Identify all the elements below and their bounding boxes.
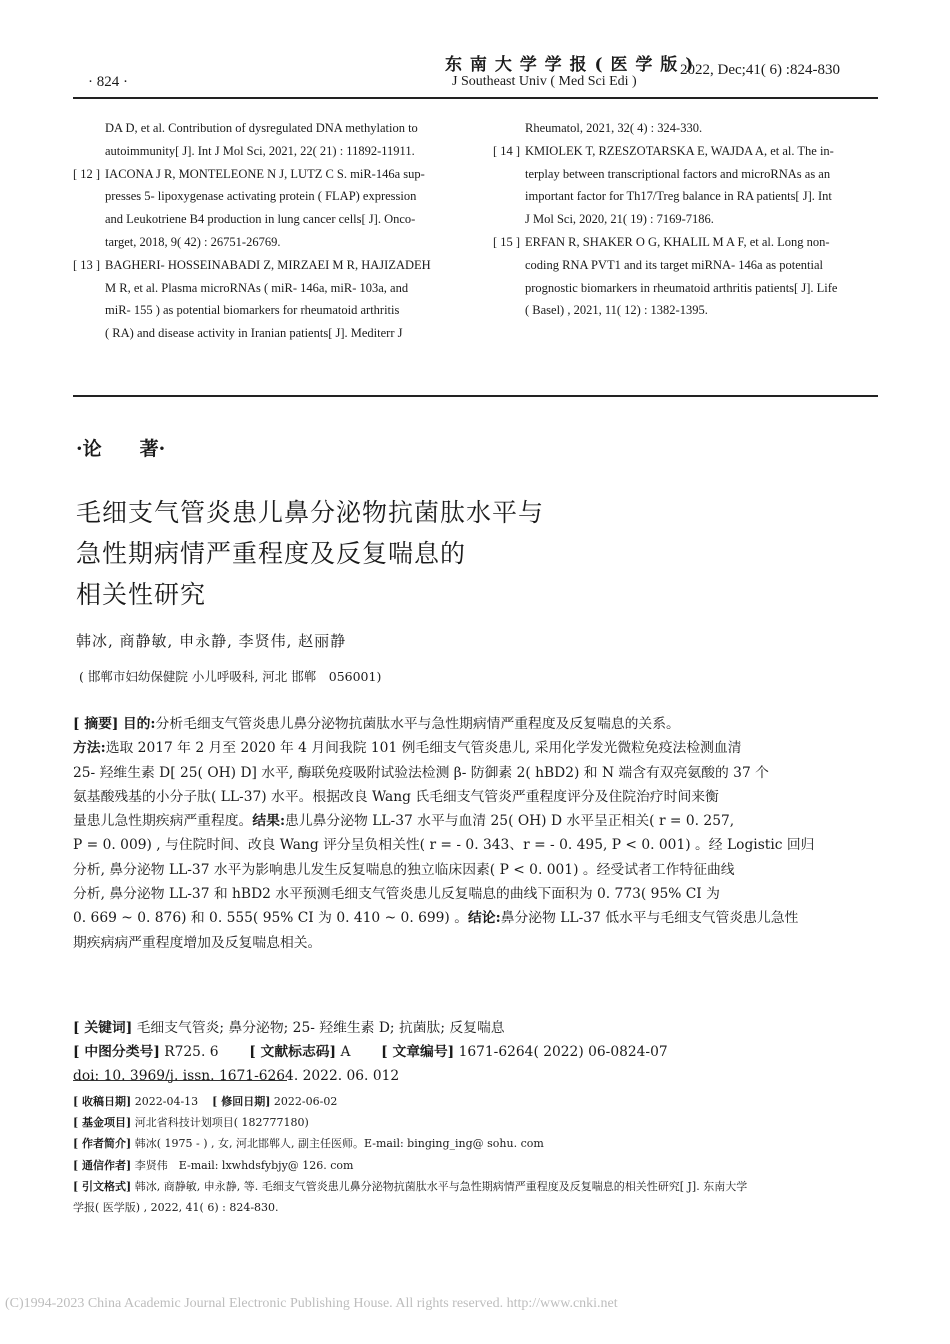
result-label: 结果: (252, 813, 286, 830)
keywords-line (73, 1016, 883, 1040)
reference-line: ( Basel) , 2021, 11( 12) : 1382-1395. (525, 303, 708, 318)
conclusion-label: 结论: (468, 910, 501, 927)
doccode-value: A (340, 1044, 351, 1060)
clc-value: R725. 6 (164, 1044, 219, 1060)
article-no-label: [ 文章编号] (381, 1044, 455, 1060)
reference-line: prognostic biomarkers in rheumatoid arthritis patients[ J]. Life (525, 280, 838, 295)
corresponding-label: [ 通信作者] (73, 1158, 132, 1172)
received-label: [ 收稿日期] (73, 1095, 132, 1108)
doccode-label: [ 文献标志码] (249, 1044, 337, 1060)
objective-label: 目的: (122, 716, 156, 732)
reference-line: M R, et al. Plasma microRNAs ( miR- 146a, miR- 103a, and (105, 280, 409, 295)
abstract-text: 患儿鼻分泌物 LL-37 水平与血清 25( OH) D 水平呈正相关( r = 0. 257, (285, 813, 735, 830)
fund-value: 河北省科技计划项目( 182777180) (134, 1116, 309, 1130)
title-line: 急性期病情严重程度及反复喘息的 (76, 539, 467, 568)
abstract-line: 分析, 鼻分泌物 LL-37 水平为影响患儿发生反复喘息的独立临床因素( P < 0. 001) 。经受试者工作特征曲线 (73, 861, 735, 878)
references-right-column (493, 117, 878, 322)
article-no-value: 1671-6264( 2022) 06-0824-07 (458, 1044, 668, 1060)
reference-13 (73, 254, 463, 277)
abstract (73, 712, 883, 955)
reference-line: ERFAN R, SHAKER O G, KHALIL M A F, et al. Long non- (525, 234, 830, 249)
abstract-line: 25- 羟维生素 D[ 25( OH) D] 水平, 酶联免疫吸附试验法检测 β- 防御素 2( hBD2) 和 N 端含有双亮氨酸的 37 个 (73, 764, 769, 781)
abstract-line (73, 712, 883, 736)
abstract-line (73, 906, 883, 930)
revised-date: 2022-06-02 (273, 1095, 338, 1108)
journal-title-cn: 东 南 大 学 学 报 ( 医 学 版 ) (445, 55, 695, 75)
abstract-text: 0. 669 ~ 0. 876) 和 0. 555( 95% CI 为 0. 410 ~ 0. 699) 。 (73, 910, 468, 927)
reference-14 (493, 140, 878, 163)
reference-label: [ 13 ] (73, 257, 101, 272)
reference-line: BAGHERI- HOSSEINABADI Z, MIRZAEI M R, HAJIZADEH (105, 257, 431, 272)
abstract-line (73, 809, 883, 833)
keywords: 毛细支气管炎; 鼻分泌物; 25- 羟维生素 D; 抗菌肽; 反复喘息 (136, 1020, 505, 1036)
classification-line (73, 1040, 883, 1064)
fund-line (73, 1112, 883, 1133)
reference-line: Rheumatol, 2021, 32( 4) : 324-330. (525, 121, 703, 135)
method-label: 方法: (73, 740, 106, 757)
citation-label: [ 引文格式] (73, 1179, 132, 1193)
citation-text: 韩冰, 商静敏, 申永静, 等. 毛细支气管炎患儿鼻分泌物抗菌肽水平与急性期病情严重程度及反复喘息的相关性研究[ J]. 东南大学 (134, 1179, 748, 1193)
reference-line: DA D, et al. Contribution of dysregulated DNA methylation to (105, 121, 418, 135)
section-label: ·论 著· (76, 438, 166, 460)
corresponding-line (73, 1155, 883, 1176)
abstract-text: 量患儿急性期疾病严重程度。 (73, 813, 253, 830)
author-bio-value: 韩冰( 1975 - ) , 女, 河北邯郸人, 副主任医师。E-mail: binging_ing@ sohu. com (134, 1137, 544, 1151)
article-meta (73, 1016, 883, 1088)
reference-line: important factor for Th17/Treg balance in RA patients[ J]. Int (525, 189, 832, 204)
affiliation: ( 邯郸市妇幼保健院 小儿呼吸科, 河北 邯郸 056001) (79, 669, 382, 684)
abstract-line: 氨基酸残基的小分子肽( LL-37) 水平。根据改良 Wang 氏毛细支气管炎严重程度评分及住院治疗时间来衡 (73, 788, 719, 805)
author-bio-line (73, 1133, 883, 1154)
reference-line: KMIOLEK T, RZESZOTARSKA E, WAJDA A, et al. The in- (525, 143, 834, 158)
reference-line: J Mol Sci, 2020, 21( 19) : 7169-7186. (525, 212, 714, 227)
section-divider (73, 395, 878, 397)
abstract-line: 期疾病病严重程度增加及反复喘息相关。 (73, 934, 322, 951)
abstract-label: [ 摘要] (73, 716, 119, 732)
reference-line: target, 2018, 9( 42) : 26751-26769. (105, 234, 281, 249)
abstract-text: 鼻分泌物 LL-37 低水平与毛细支气管炎患儿急性 (500, 910, 799, 927)
abstract-text: 分析毛细支气管炎患儿鼻分泌物抗菌肽水平与急性期病情严重程度及反复喘息的关系。 (155, 716, 680, 732)
clc-label: [ 中图分类号] (73, 1044, 160, 1060)
reference-line: presses 5- lipoxygenase activating protein ( FLAP) expression (105, 189, 417, 204)
reference-line: and Leukotriene B4 production in lung cancer cells[ J]. Onco- (105, 212, 416, 227)
article-title (76, 492, 544, 615)
abstract-line: 分析, 鼻分泌物 LL-37 和 hBD2 水平预测毛细支气管炎患儿反复喘息的曲线下面积为 0. 773( 95% CI 为 (73, 886, 720, 903)
citation-line: 学报( 医学版) , 2022, 41( 6) : 824-830. (73, 1201, 279, 1215)
title-line: 毛细支气管炎患儿鼻分泌物抗菌肽水平与 (76, 498, 545, 527)
fund-label: [ 基金项目] (73, 1116, 132, 1130)
footnote-rule (73, 1080, 287, 1081)
dates-line (73, 1091, 883, 1112)
reference-line: terplay between transcriptional factors and microRNAs as an (525, 166, 831, 181)
doi[interactable]: doi: 10. 3969/j. issn. 1671-6264. 2022. 06. 012 (73, 1068, 400, 1084)
reference-line: miR- 155 ) as potential biomarkers for rheumatoid arthritis (105, 303, 400, 318)
reference-label: [ 15 ] (493, 234, 521, 249)
reference-line: coding RNA PVT1 and its target miRNA- 146a as potential (525, 257, 823, 272)
page-number: · 824 · (88, 74, 128, 90)
reference-line: ( RA) and disease activity in Iranian patients[ J]. Mediterr J (105, 326, 403, 341)
reference-label: [ 12 ] (73, 166, 101, 181)
copyright-watermark: (C)1994-2023 China Academic Journal Electronic Publishing House. All rights reserved. http://www.cnki.net (5, 1296, 618, 1311)
corresponding-value: 李贤伟 E-mail: lxwhdsfybjy@ 126. com (134, 1158, 354, 1172)
abstract-text: 选取 2017 年 2 月至 2020 年 4 月间我院 101 例毛细支气管炎患儿, 采用化学发光微粒免疫法检测血清 (105, 740, 742, 757)
received-date: 2022-04-13 (134, 1095, 199, 1108)
citation-line (73, 1176, 883, 1197)
references-left-column (73, 117, 463, 345)
author-bio-label: [ 作者简介] (73, 1137, 132, 1151)
revised-label: [ 修回日期] (212, 1095, 271, 1108)
reference-12 (73, 163, 463, 186)
reference-label: [ 14 ] (493, 143, 521, 158)
reference-line: autoimmunity[ J]. Int J Mol Sci, 2021, 22( 21) : 11892-11911. (105, 143, 415, 158)
authors: 韩冰, 商静敏, 申永静, 李贤伟, 赵丽静 (76, 632, 347, 650)
reference-15 (493, 231, 878, 254)
abstract-line (73, 736, 883, 760)
reference-line: IACONA J R, MONTELEONE N J, LUTZ C S. miR-146a sup- (105, 166, 425, 181)
journal-issue: 2022, Dec;41( 6) :824-830 (680, 62, 840, 78)
title-line: 相关性研究 (76, 580, 207, 609)
footnotes (73, 1091, 883, 1218)
abstract-line: P = 0. 009) , 与住院时间、改良 Wang 评分呈负相关性( r = - 0. 343、r = - 0. 495, P < 0. 001) 。经 Logistic 回归 (73, 837, 815, 854)
journal-title-en: J Southeast Univ ( Med Sci Edi ) (452, 74, 637, 89)
header-rule (73, 97, 878, 99)
keywords-label: [ 关键词] (73, 1020, 133, 1036)
